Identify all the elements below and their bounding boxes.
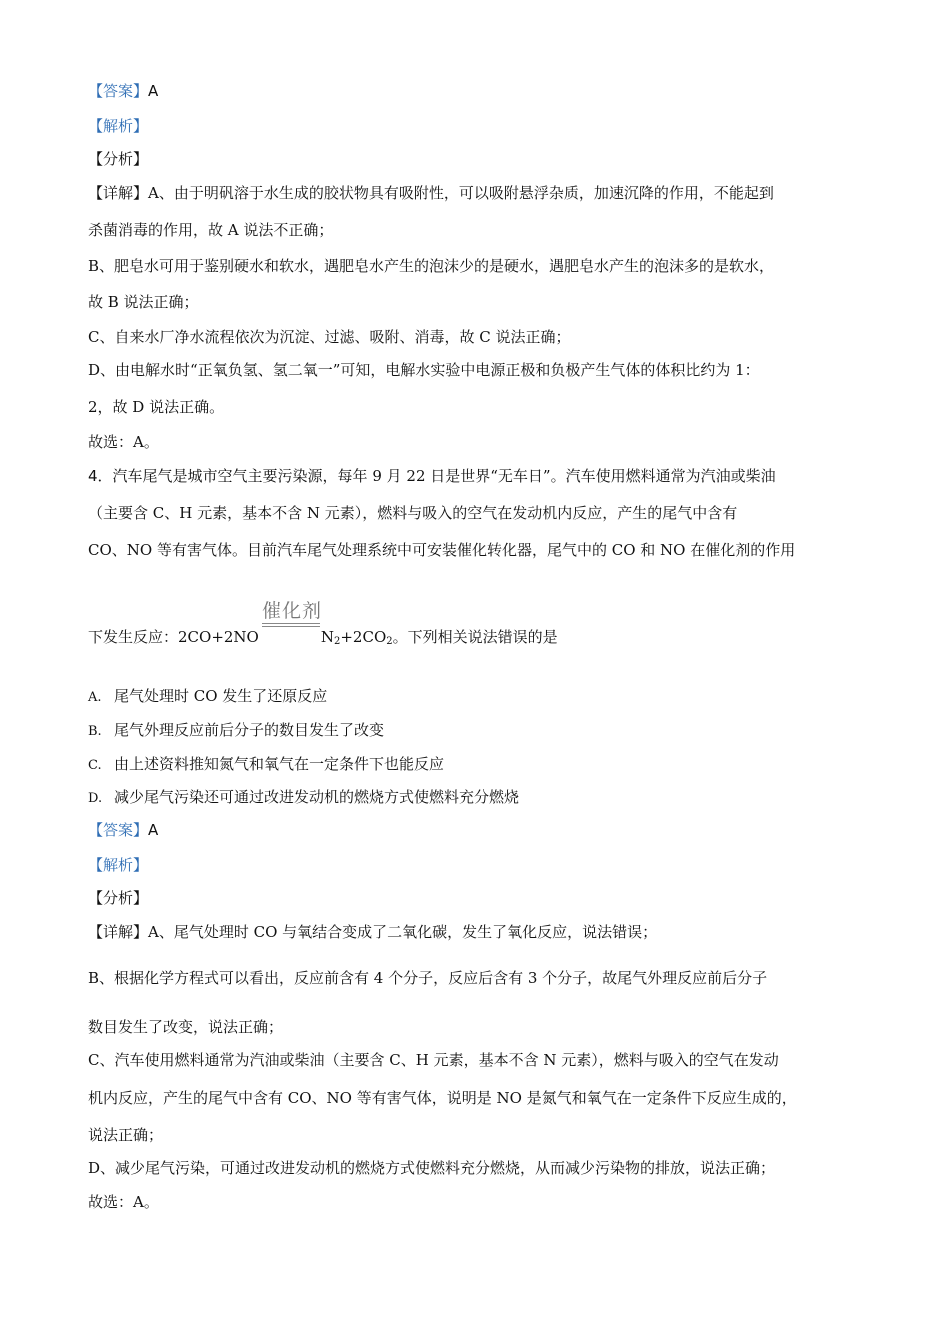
option-c (88, 754, 444, 776)
q4-number: 4． (88, 467, 113, 485)
equation-product-co: +2CO (340, 628, 387, 646)
equation-bar-top (262, 623, 320, 624)
q4-detail-b2: 数目发生了改变，说法正确； (88, 1018, 284, 1036)
equation-sub-n2: 2 (333, 636, 341, 647)
option-d-letter: D. (88, 791, 103, 806)
q4-answer-line (88, 820, 158, 840)
option-a (88, 686, 327, 708)
equation-product-n: N (320, 628, 334, 646)
q4-analysis-tag: 【解析】 (88, 856, 149, 874)
option-a-text: 尾气处理时 CO 发生了还原反应 (114, 687, 328, 705)
q4-detail-c2: 机内反应，产生的尾气中含有 CO、NO 等有害气体，说明是 NO 是氮气和氧气在一定条件下反应生成的， (88, 1089, 797, 1107)
q3-detail-text1: A、由于明矾溶于水生成的胶状物具有吸附性，可以吸附悬浮杂质，加速沉降的作用，不能起到 (148, 184, 774, 202)
q4-stem-line3: CO、NO 等有害气体。目前汽车尾气处理系统中可安装催化转化器，尾气中的 CO 和 NO 在催化剂的作用 (88, 541, 796, 559)
option-d-text: 减少尾气污染还可通过改进发动机的燃烧方式使燃料充分燃烧 (114, 788, 520, 806)
option-b (88, 720, 384, 742)
q4-equation-line (88, 627, 558, 652)
q4-detail-c3: 说法正确； (88, 1126, 164, 1144)
q4-detail-c1: C、汽车使用燃料通常为汽油或柴油（主要含 C、H 元素，基本不含 N 元素），燃料与吸入的空气在发动 (88, 1051, 779, 1069)
q3-d-line2: 2，故 D 说法正确。 (88, 398, 225, 416)
q3-b-line2: 故 B 说法正确； (88, 293, 199, 311)
q3-d-line1: D、由电解水时“正氧负氢、氢二氧一”可知，电解水实验中电源正极和负极产生气体的体积比约为 1： (88, 361, 760, 379)
q3-answer-value: A (148, 82, 159, 100)
q3-choose: 故选：A。 (88, 433, 159, 451)
option-c-letter: C. (88, 758, 102, 773)
option-d (88, 787, 519, 809)
option-c-text: 由上述资料推知氮气和氧气在一定条件下也能反应 (114, 755, 445, 773)
q4-detail-b1: B、根据化学方程式可以看出，反应前含有 4 个分子，反应后含有 3 个分子，故尾气外理反应前后分子 (88, 969, 768, 987)
q3-answer-line (88, 81, 158, 101)
q3-analysis-tag: 【解析】 (88, 117, 149, 135)
q3-fenxi-tag: 【分析】 (88, 150, 149, 168)
q3-answer-tag: 【答案】 (88, 82, 149, 100)
q4-detail-tag: 【详解】 (88, 923, 149, 941)
q4-detail-a (88, 922, 657, 942)
q4-stem-line2: （主要含 C、H 元素，基本不含 N 元素），燃料与吸入的空气在发动机内反应，产生的尾气中含有 (88, 504, 738, 522)
q3-detail-line1 (88, 183, 774, 203)
q3-c-line: C、自来水厂净水流程依次为沉淀、过滤、吸附、消毒，故 C 说法正确； (88, 328, 571, 346)
catalyst-label: 催化剂 (262, 600, 323, 622)
q4-answer-tag: 【答案】 (88, 821, 149, 839)
q3-detail-line2: 杀菌消毒的作用，故 A 说法不正确； (88, 221, 334, 239)
q4-answer-value: A (148, 821, 159, 839)
q4-detail-d: D、减少尾气污染，可通过改进发动机的燃烧方式使燃料充分燃烧，从而减少污染物的排放，说法正确； (88, 1159, 776, 1177)
equation-reactants: 下发生反应：2CO+2NO (88, 628, 259, 646)
option-b-letter: B. (88, 724, 102, 739)
q4-detail-a-text: A、尾气处理时 CO 与氧结合变成了二氧化碳，发生了氧化反应，说法错误； (148, 923, 658, 941)
option-b-text: 尾气外理反应前后分子的数目发生了改变 (114, 721, 385, 739)
q3-detail-tag: 【详解】 (88, 184, 149, 202)
q4-stem-suffix: 。下列相关说法错误的是 (392, 628, 558, 646)
q4-stem-text1: 汽车尾气是城市空气主要污染源，每年 9 月 22 日是世界“无车日”。汽车使用燃料通常为汽油或柴油 (112, 467, 776, 485)
q4-stem-line1 (88, 466, 776, 486)
q4-choose: 故选：A。 (88, 1193, 159, 1211)
equation-sub-co2: 2 (386, 636, 393, 647)
option-a-letter: A. (88, 690, 102, 705)
q3-b-line1: B、肥皂水可用于鉴别硬水和软水，遇肥皂水产生的泡沫少的是硬水，遇肥皂水产生的泡沫多的是软水， (88, 257, 775, 275)
q4-fenxi-tag: 【分析】 (88, 889, 149, 907)
